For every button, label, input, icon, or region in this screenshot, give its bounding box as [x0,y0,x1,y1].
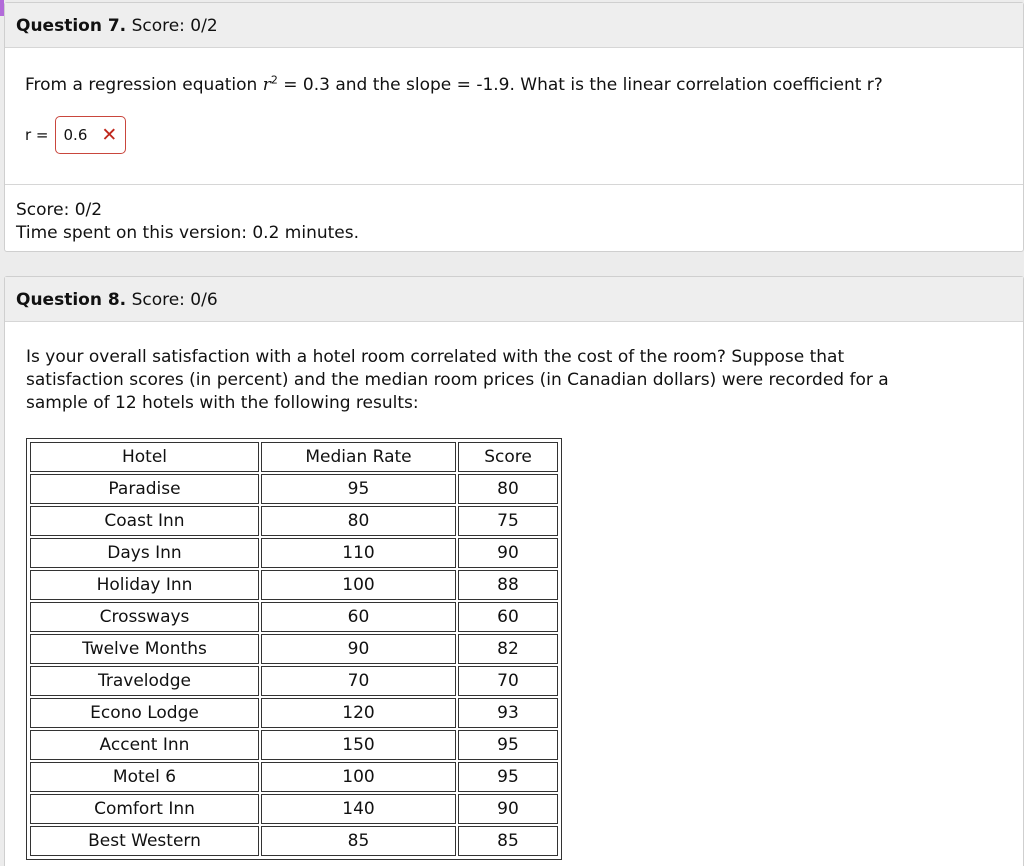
answer-row [25,116,1023,154]
cell-rate: 90 [261,634,456,664]
cell-rate: 95 [261,474,456,504]
incorrect-x-icon: ✕ [101,123,118,146]
time-spent-line: Time spent on this version: 0.2 minutes. [16,223,360,243]
cell-hotel: Days Inn [30,538,259,568]
table-row [30,570,558,600]
cell-score: 95 [458,730,558,760]
cell-rate: 150 [261,730,456,760]
answer-label: r = [25,126,49,144]
table-row [30,730,558,760]
prompt-text-after: = 0.3 and the slope = -1.9. What is the linear correlation coefficient r? [277,75,883,95]
column-header-score: Score [458,442,558,472]
question-7-header [5,3,1023,48]
question-7-score-header: Score: 0/2 [131,16,218,36]
question-7-title: Question 7. [16,16,127,36]
table-row [30,666,558,696]
answer-value: 0.6 [63,126,88,144]
cell-score: 88 [458,570,558,600]
question-8-card [4,276,1024,866]
hotel-data-table [26,438,562,860]
cell-rate: 80 [261,506,456,536]
cell-hotel: Holiday Inn [30,570,259,600]
cell-rate: 100 [261,762,456,792]
column-header-hotel: Hotel [30,442,259,472]
table-row [30,634,558,664]
cell-score: 90 [458,794,558,824]
table-row [30,474,558,504]
cell-hotel: Motel 6 [30,762,259,792]
cell-hotel: Crossways [30,602,259,632]
cell-score: 60 [458,602,558,632]
cell-score: 93 [458,698,558,728]
question-7-body [5,48,1023,185]
prompt-text-before: From a regression equation [25,75,263,95]
question-8-header [5,277,1023,322]
cell-rate: 100 [261,570,456,600]
question-8-prompt: Is your overall satisfaction with a hotel room correlated with the cost of the room? Suppose that satisfaction scores (in percent) and the median room prices (in Canadian dollars) were recorded for a sample of 12 hotels with the following results: [26,347,889,413]
cell-score: 85 [458,826,558,856]
cell-rate: 85 [261,826,456,856]
question-7-prompt [25,74,1023,96]
table-row [30,698,558,728]
table-row [30,602,558,632]
cell-hotel: Coast Inn [30,506,259,536]
question-8-title: Question 8. [16,290,127,310]
r-variable: r [262,75,271,95]
cell-rate: 60 [261,602,456,632]
cell-score: 95 [458,762,558,792]
question-8-score-header: Score: 0/6 [131,290,218,310]
cell-rate: 110 [261,538,456,568]
cell-hotel: Travelodge [30,666,259,696]
cell-score: 82 [458,634,558,664]
cell-rate: 140 [261,794,456,824]
cell-rate: 120 [261,698,456,728]
table-row [30,538,558,568]
cell-hotel: Econo Lodge [30,698,259,728]
table-header-row [30,442,558,472]
cell-score: 90 [458,538,558,568]
question-7-score-block [5,185,1023,245]
r-exponent: 2 [270,73,278,87]
cell-hotel: Twelve Months [30,634,259,664]
table-row [30,826,558,856]
table-row [30,762,558,792]
cell-hotel: Comfort Inn [30,794,259,824]
table-row [30,794,558,824]
cell-score: 80 [458,474,558,504]
cell-hotel: Paradise [30,474,259,504]
question-7-card [4,2,1024,252]
column-header-median-rate: Median Rate [261,442,456,472]
cell-score: 70 [458,666,558,696]
cell-hotel: Accent Inn [30,730,259,760]
cell-score: 75 [458,506,558,536]
answer-field[interactable] [55,116,127,154]
cell-hotel: Best Western [30,826,259,856]
table-row [30,506,558,536]
cell-rate: 70 [261,666,456,696]
question-8-body [5,322,1023,864]
score-line: Score: 0/2 [16,200,103,220]
